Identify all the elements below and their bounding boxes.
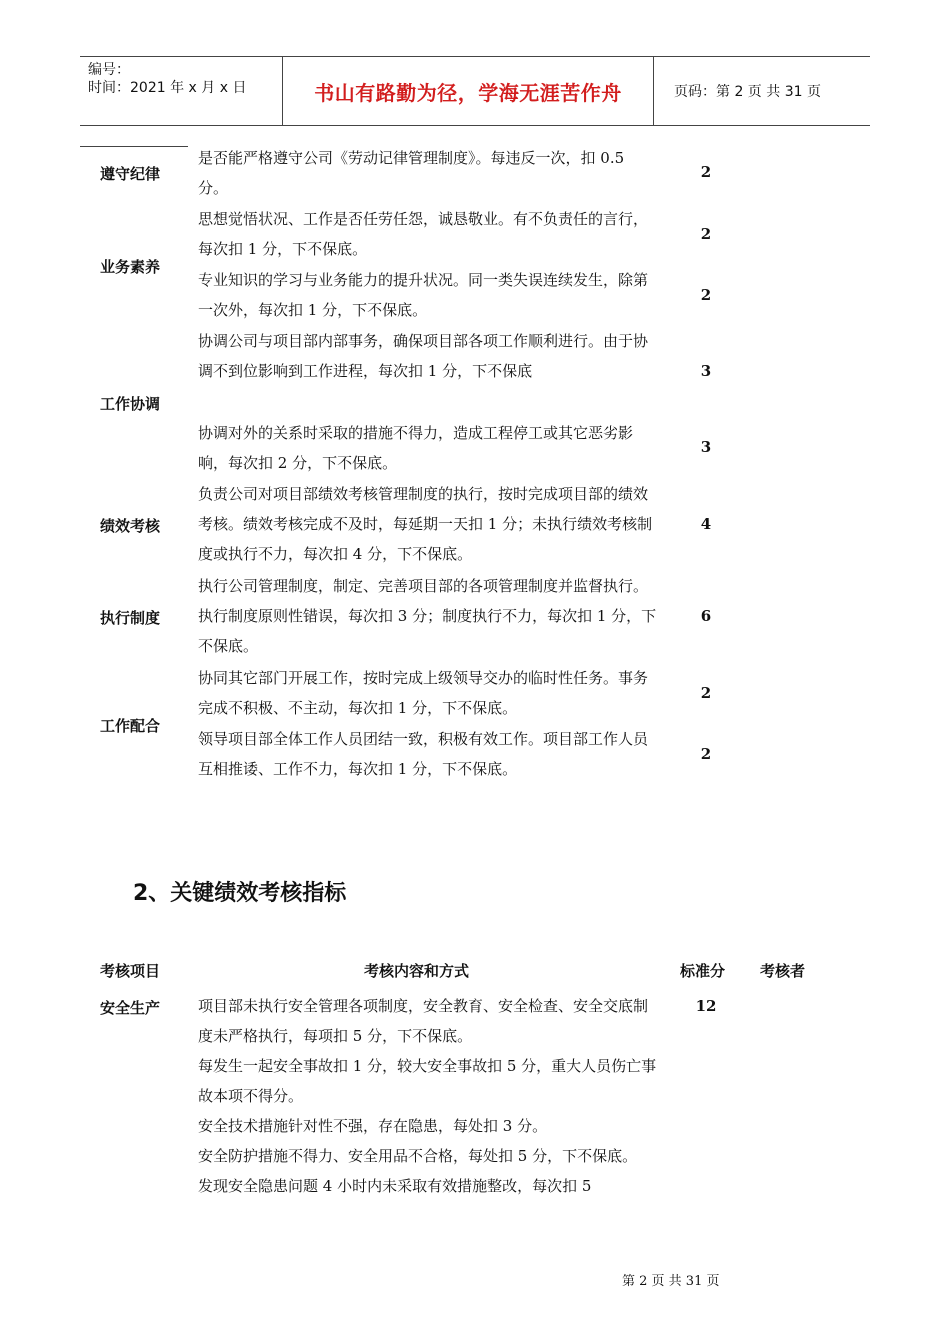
row-description-list	[198, 991, 658, 1201]
header-motto: 书山有路勤为径，学海无涯苦作舟	[283, 57, 654, 125]
page-header	[80, 56, 870, 126]
list-item: 项目部未执行安全管理各项制度，安全教育、安全检查、安全交底制度未严格执行，每项扣 5 分，下不保底。	[198, 997, 649, 1045]
row-category: 工作配合	[100, 717, 161, 735]
list-item: 每发生一起安全事故扣 1 分，较大安全事故扣 5 分，重大人员伤亡事故本项不得分。	[198, 1057, 657, 1105]
doc-time-label: 时间：2021 年 x 月 x 日	[88, 80, 247, 96]
col-header-score: 标准分	[680, 962, 726, 980]
row-category: 绩效考核	[100, 517, 161, 535]
row-score: 12	[695, 997, 717, 1015]
col-header-assessor: 考核者	[760, 962, 806, 980]
page-footer: 第 2 页 共 31 页	[622, 1274, 720, 1289]
row-description: 领导项目部全体工作人员团结一致，积极有效工作。项目部工作人员互相推诿、工作不力，每次扣 1 分，下不保底。	[198, 730, 649, 778]
row-score: 6	[700, 607, 712, 625]
row-score: 2	[700, 163, 712, 181]
table-top-line	[80, 146, 188, 147]
row-category: 安全生产	[100, 999, 161, 1017]
list-item: 安全防护措施不得力、安全用品不合格，每处扣 5 分，下不保底。	[198, 1147, 638, 1165]
row-description: 执行公司管理制度，制定、完善项目部的各项管理制度并监督执行。执行制度原则性错误，每次扣 3 分；制度执行不力，每次扣 1 分，下不保底。	[198, 577, 657, 655]
row-score: 2	[700, 684, 712, 702]
doc-number-label: 编号：	[88, 62, 130, 78]
list-item: 发现安全隐患问题 4 小时内未采取有效措施整改，每次扣 5	[198, 1177, 592, 1195]
row-score: 2	[700, 745, 712, 763]
header-page-label	[664, 57, 870, 125]
row-score: 3	[700, 362, 712, 380]
col-header-content: 考核内容和方式	[364, 962, 470, 980]
row-description: 专业知识的学习与业务能力的提升状况。同一类失误连续发生，除第一次外，每次扣 1 分，下不保底。	[198, 271, 649, 319]
row-description: 协调公司与项目部内部事务，确保项目部各项工作顺利进行。由于协调不到位影响到工作进程，每次扣 1 分，下不保底	[198, 332, 649, 380]
row-score: 2	[700, 225, 712, 243]
row-description: 思想觉悟状况、工作是否任劳任怨，诚恳敬业。有不负责任的言行，每次扣 1 分，下不保底。	[198, 210, 649, 258]
row-description: 协同其它部门开展工作，按时完成上级领导交办的临时性任务。事务完成不积极、不主动，每次扣 1 分，下不保底。	[198, 669, 649, 717]
header-meta-cell	[80, 57, 283, 125]
row-category: 遵守纪律	[100, 165, 161, 183]
section-title: 2、关键绩效考核指标	[133, 881, 347, 906]
page-label-text: 页码：第 2 页 共 31 页	[674, 84, 821, 100]
row-description: 负责公司对项目部绩效考核管理制度的执行，按时完成项目部的绩效考核。绩效考核完成不及时，每延期一天扣 1 分；未执行绩效考核制度或执行不力，每次扣 4 分，下不保底。	[198, 485, 653, 563]
col-header-item: 考核项目	[100, 962, 161, 980]
row-category: 业务素养	[100, 258, 161, 276]
row-description: 是否能严格遵守公司《劳动记律管理制度》。每违反一次，扣 0.5 分。	[198, 149, 625, 197]
row-category: 执行制度	[100, 609, 161, 627]
row-score: 4	[700, 515, 712, 533]
row-description: 协调对外的关系时采取的措施不得力，造成工程停工或其它恶劣影响，每次扣 2 分，下不保底。	[198, 424, 634, 472]
row-score: 2	[700, 286, 712, 304]
row-category: 工作协调	[100, 395, 161, 413]
row-score: 3	[700, 438, 712, 456]
list-item: 安全技术措施针对性不强，存在隐患，每处扣 3 分。	[198, 1117, 548, 1135]
